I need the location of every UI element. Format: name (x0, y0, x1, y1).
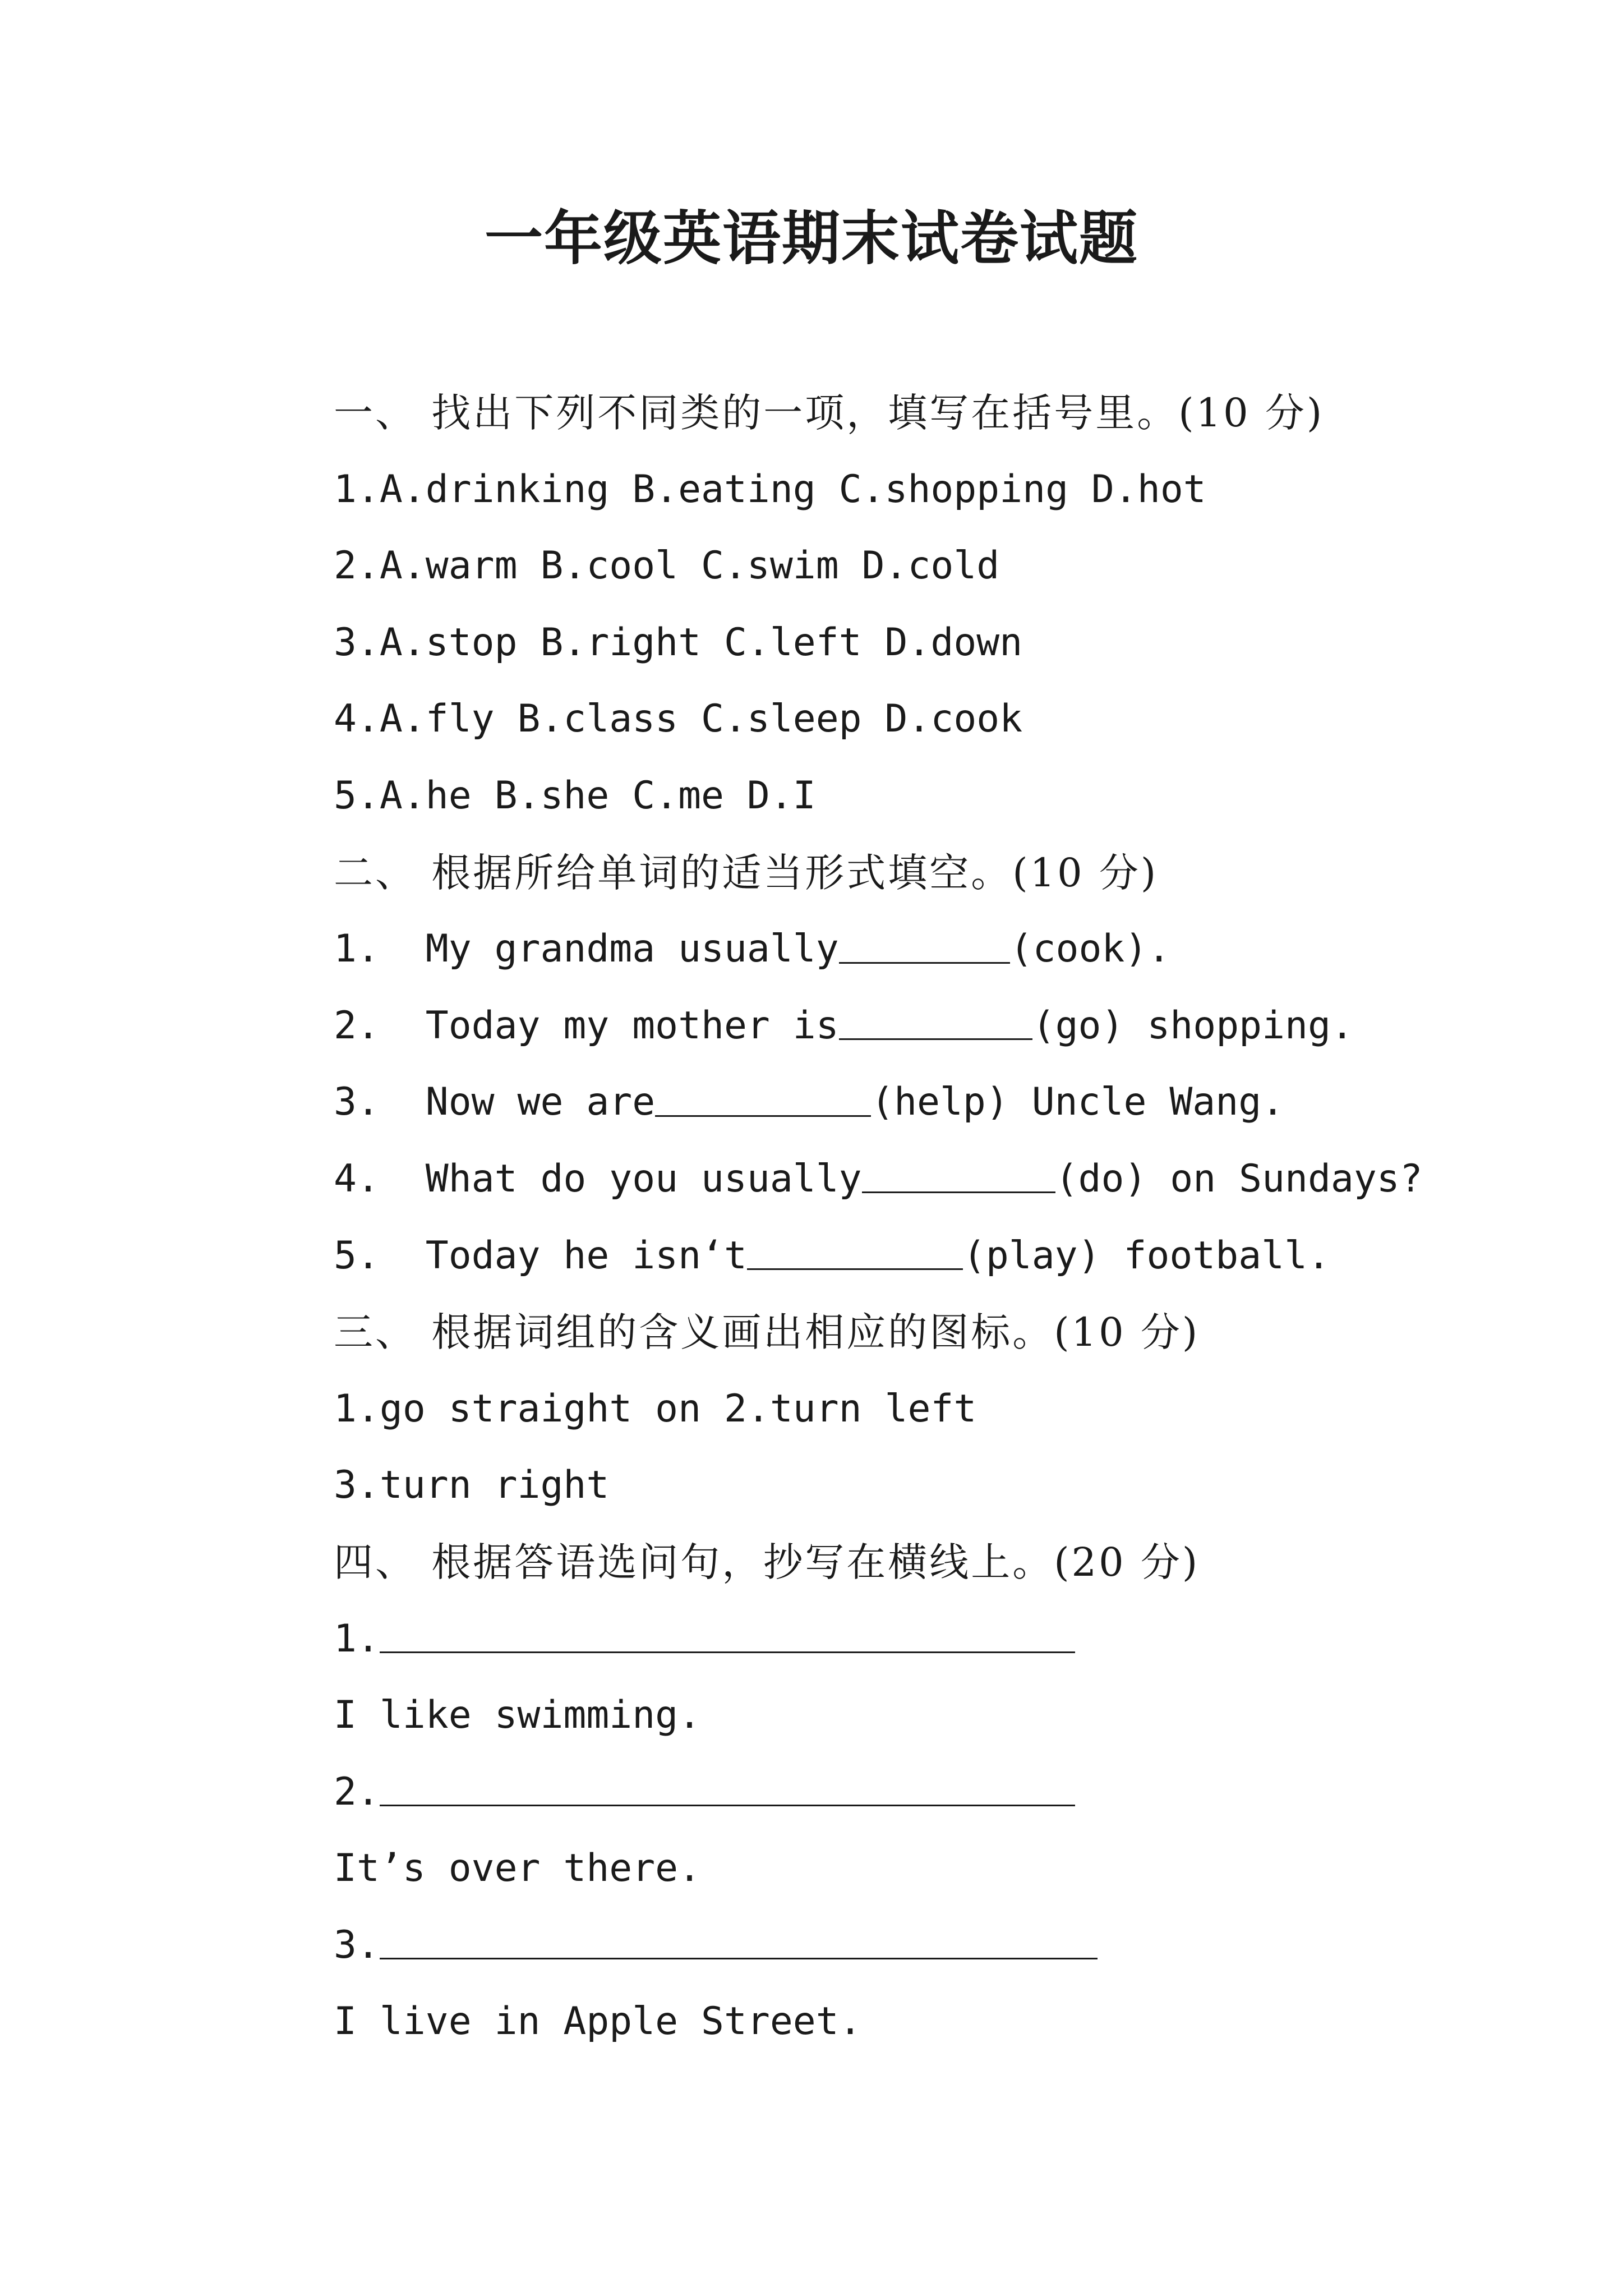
question-1-3: 3.A.stop B.right C.left D.down (334, 620, 1023, 665)
answer-blank[interactable] (747, 1230, 963, 1270)
answer-line[interactable] (380, 1920, 1098, 1959)
question-4-2-blank (334, 1754, 1483, 1831)
question-3-2: 3.turn right (334, 1463, 610, 1508)
question-4-1-answer: I like swimming. (334, 1693, 702, 1738)
question-1-5: 5.A.he B.she C.me D.I (334, 773, 816, 818)
question-hint: (go) shopping. (1032, 1003, 1354, 1048)
question-4-3-blank (334, 1907, 1483, 1984)
answer-blank[interactable] (839, 924, 1010, 964)
section-3-heading: 三、 根据词组的含义画出相应的图标。(10 分) (334, 1309, 1200, 1356)
question-text: 3. Now we are (334, 1080, 656, 1125)
question-text: 4. What do you usually (334, 1156, 862, 1201)
question-hint: (cook). (1009, 927, 1171, 972)
question-4-1-blank (334, 1601, 1483, 1678)
question-2-2 (334, 988, 1483, 1065)
section-2-heading: 二、 根据所给单词的适当形式填空。(10 分) (334, 849, 1159, 896)
page-title: 一年级英语期末试卷试题 (484, 204, 1138, 273)
answer-blank[interactable] (839, 1000, 1032, 1040)
answer-blank[interactable] (862, 1153, 1055, 1193)
answer-line[interactable] (380, 1766, 1075, 1806)
exam-content (334, 375, 1483, 2060)
question-number: 1. (334, 1616, 380, 1661)
question-2-1 (334, 911, 1483, 988)
question-text: 2. Today my mother is (334, 1003, 839, 1048)
question-2-5 (334, 1218, 1483, 1295)
question-hint: (play) football. (962, 1233, 1330, 1278)
question-4-2-answer: It’s over there. (334, 1846, 702, 1891)
answer-blank[interactable] (655, 1077, 871, 1117)
answer-line[interactable] (380, 1613, 1075, 1653)
section-1-heading: 一、 找出下列不同类的一项，填写在括号里。(10 分) (334, 390, 1325, 436)
question-text: 5. Today he isn‘t (334, 1233, 747, 1278)
question-hint: (help) Uncle Wang. (871, 1080, 1285, 1125)
section-4-heading: 四、 根据答语选问句，抄写在横线上。(20 分) (334, 1539, 1200, 1585)
question-1-4: 4.A.fly B.class C.sleep D.cook (334, 697, 1023, 742)
question-text: 1. My grandma usually (334, 927, 839, 972)
question-number: 2. (334, 1769, 380, 1814)
question-1-1: 1.A.drinking B.eating C.shopping D.hot (334, 467, 1206, 512)
question-2-4 (334, 1141, 1483, 1218)
question-hint: (do) on Sundays? (1055, 1156, 1423, 1201)
question-2-3 (334, 1064, 1483, 1141)
question-3-1: 1.go straight on 2.turn left (334, 1386, 977, 1431)
question-1-2: 2.A.warm B.cool C.swim D.cold (334, 544, 1000, 588)
question-number: 3. (334, 1922, 380, 1967)
question-4-3-answer: I live in Apple Street. (334, 1999, 862, 2044)
